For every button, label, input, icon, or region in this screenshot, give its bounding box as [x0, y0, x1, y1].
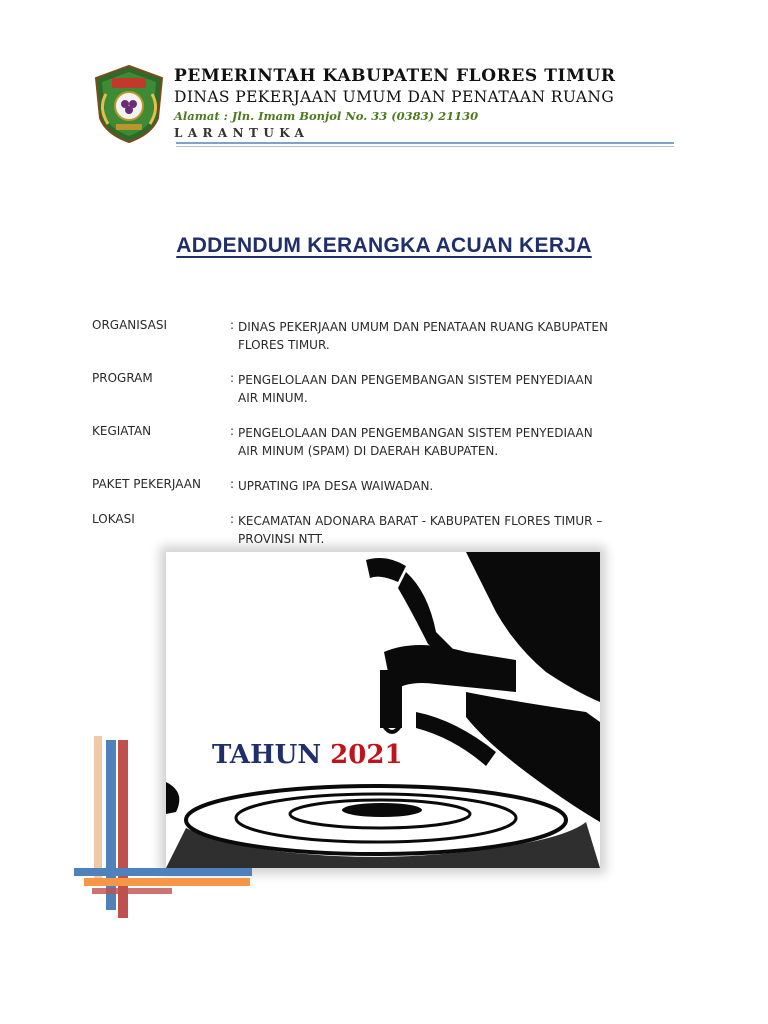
field-value — [238, 318, 674, 354]
field-label: KEGIATAN — [92, 424, 152, 438]
year-caption-number: 2021 — [330, 740, 403, 770]
field-colon: : — [230, 318, 235, 332]
field-colon: : — [230, 424, 235, 438]
letterhead-government-name: PEMERINTAH KABUPATEN FLORES TIMUR — [174, 66, 616, 86]
year-caption — [212, 740, 403, 770]
letterhead-divider — [176, 142, 674, 144]
field-value — [238, 424, 674, 460]
field-value-line: FLORES TIMUR. — [238, 338, 330, 352]
field-colon: : — [230, 512, 235, 526]
field-value-line: PENGELOLAAN DAN PENGEMBANGAN SISTEM PENYEDIAAN — [238, 426, 593, 440]
year-caption-word: TAHUN — [212, 740, 322, 770]
field-value-line: PROVINSI NTT. — [238, 532, 325, 546]
field-value-line: DINAS PEKERJAAN UMUM DAN PENATAAN RUANG KABUPATEN — [238, 320, 608, 334]
document-title: ADDENDUM KERANGKA ACUAN KERJA — [176, 234, 592, 257]
regency-emblem-logo — [92, 64, 166, 144]
field-label: PAKET PEKERJAAN — [92, 477, 201, 491]
letterhead-address: Alamat : Jln. Imam Bonjol No. 33 (0383) 21130 — [174, 109, 479, 123]
letterhead — [92, 62, 674, 148]
letterhead-divider-thin — [176, 146, 674, 147]
field-colon: : — [230, 477, 235, 491]
field-label: ORGANISASI — [92, 318, 168, 332]
field-value — [238, 371, 674, 407]
field-label: PROGRAM — [92, 371, 153, 385]
field-value — [238, 512, 674, 548]
letterhead-city: LARANTUKA — [174, 126, 310, 140]
field-value-line: UPRATING IPA DESA WAIWADAN. — [238, 479, 434, 493]
field-value-line: PENGELOLAAN DAN PENGEMBANGAN SISTEM PENYEDIAAN — [238, 373, 593, 387]
field-value-line: KECAMATAN ADONARA BARAT - KABUPATEN FLORES TIMUR – — [238, 514, 603, 528]
letterhead-department-name: DINAS PEKERJAAN UMUM DAN PENATAAN RUANG — [174, 88, 615, 106]
field-value — [238, 477, 674, 495]
field-colon: : — [230, 371, 235, 385]
field-label: LOKASI — [92, 512, 135, 526]
field-value-line: AIR MINUM. — [238, 391, 308, 405]
field-value-line: AIR MINUM (SPAM) DI DAERAH KABUPATEN. — [238, 444, 499, 458]
